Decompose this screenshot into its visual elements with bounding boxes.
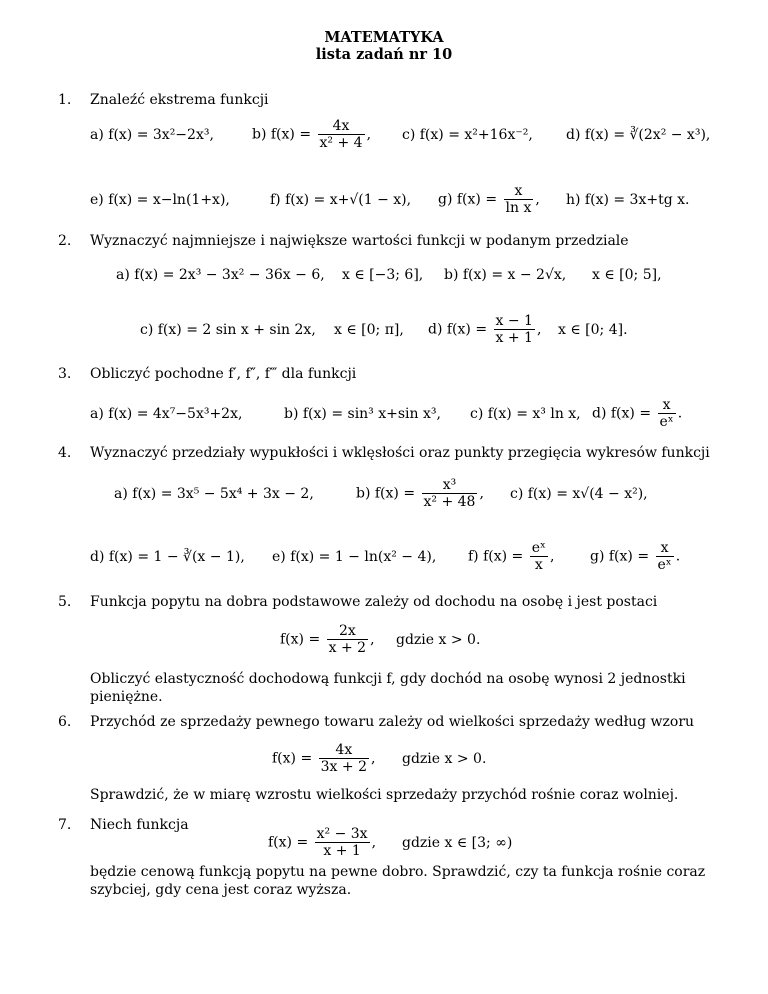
numerator: x − 1 bbox=[495, 313, 533, 329]
item-4e: e) f(x) = 1 − ln(x² − 4), bbox=[272, 549, 437, 565]
fraction bbox=[530, 540, 548, 573]
numerator: x bbox=[504, 183, 534, 200]
numerator: x³ bbox=[422, 477, 478, 494]
item-1d: d) f(x) = ∛(2x² − x³), bbox=[566, 127, 711, 143]
formula-label: f(x) = bbox=[268, 834, 309, 851]
numerator: 2x bbox=[327, 623, 368, 640]
item-4a: a) f(x) = 3x⁵ − 5x⁴ + 3x − 2, bbox=[114, 486, 314, 502]
fraction bbox=[658, 397, 676, 430]
item-1c: c) f(x) = x²+16x⁻², bbox=[402, 127, 533, 143]
denominator: x² + 4 bbox=[319, 135, 363, 152]
fraction bbox=[315, 826, 370, 859]
item-4g: g) f(x) = $\frac{x}{\text{eˣ}}$ . bbox=[590, 540, 681, 574]
formula-7: f(x) = $\frac{\text{x² − 3x}}{x + 1}$ , bbox=[268, 826, 377, 860]
fraction bbox=[504, 183, 534, 216]
item-2b-range: x ∈ [0; 5], bbox=[592, 267, 662, 283]
problem-number: 1. bbox=[58, 92, 72, 108]
item-label: b) f(x) = bbox=[252, 126, 312, 143]
formula-6-condition: gdzie x > 0. bbox=[402, 751, 487, 767]
item-3d: d) f(x) = $\frac{x}{\text{eˣ}}$ . bbox=[592, 397, 683, 431]
item-label: g) f(x) = bbox=[590, 548, 650, 565]
item-2a: a) f(x) = 2x³ − 3x² − 36x − 6, bbox=[116, 267, 325, 283]
page-title: MATEMATYKA bbox=[324, 29, 444, 46]
item-3a: a) f(x) = 4x⁷−5x³+2x, bbox=[90, 406, 243, 422]
fraction bbox=[319, 742, 369, 775]
item-2c-range: x ∈ [0; π], bbox=[334, 322, 404, 338]
problem-text: Znaleźć ekstrema funkcji bbox=[90, 92, 269, 108]
denominator: eˣ bbox=[659, 414, 674, 431]
numerator: x bbox=[658, 397, 676, 414]
fraction bbox=[327, 623, 368, 656]
item-2b: b) f(x) = x − 2√x, bbox=[444, 267, 567, 283]
denominator: x + 2 bbox=[328, 640, 367, 657]
item-1b: b) f(x) = $\frac{4x}{\text{x² + 4}}$ , bbox=[252, 118, 372, 152]
problem-text-continued: Obliczyć elastyczność dochodową funkcji f, gdy dochód na osobę wynosi 2 jednostki pieniężne. bbox=[90, 671, 686, 705]
problem-number: 5. bbox=[58, 594, 72, 610]
numerator: 4x bbox=[318, 118, 365, 135]
fraction bbox=[656, 540, 674, 573]
problem-text: Przychód ze sprzedaży pewnego towaru zależy od wielkości sprzedaży według wzoru bbox=[90, 714, 695, 730]
problem-number: 2. bbox=[58, 233, 72, 249]
denominator: x + 1 bbox=[323, 843, 361, 860]
problem-number: 3. bbox=[58, 366, 72, 382]
item-3b: b) f(x) = sin³ x+sin x³, bbox=[284, 406, 441, 422]
problem-text: Obliczyć pochodne f′, f″, f‴ dla funkcji bbox=[90, 366, 357, 382]
item-label: b) f(x) = bbox=[356, 485, 416, 502]
problem-number: 4. bbox=[58, 445, 72, 461]
numerator: x bbox=[656, 540, 674, 557]
item-1h: h) f(x) = 3x+tg x. bbox=[566, 192, 690, 208]
item-label: g) f(x) = bbox=[438, 191, 498, 208]
item-4b: b) f(x) = $\frac{\text{x³}}{\text{x² + 48}}$ , bbox=[356, 477, 484, 511]
denominator: x + 1 bbox=[495, 330, 533, 347]
formula-label: f(x) = bbox=[280, 631, 321, 648]
item-label: f) f(x) = bbox=[468, 548, 524, 565]
formula-5: f(x) = $\frac{2x}{x + 2}$ , bbox=[280, 623, 375, 657]
item-1a: a) f(x) = 3x²−2x³, bbox=[90, 127, 214, 143]
item-1f: f) f(x) = x+√(1 − x), bbox=[270, 192, 412, 208]
item-4c: c) f(x) = x√(4 − x²), bbox=[510, 486, 648, 502]
denominator: x² + 48 bbox=[423, 494, 476, 511]
problem-number: 6. bbox=[58, 714, 72, 730]
denominator: x bbox=[534, 557, 543, 574]
item-4d: d) f(x) = 1 − ∛(x − 1), bbox=[90, 549, 245, 565]
formula-5-condition: gdzie x > 0. bbox=[396, 632, 481, 648]
numerator: 4x bbox=[319, 742, 369, 759]
item-label: d) f(x) = bbox=[428, 321, 488, 338]
item-label: d) f(x) = bbox=[592, 405, 652, 422]
item-2d-range: x ∈ [0; 4]. bbox=[558, 322, 628, 338]
denominator: ln x bbox=[505, 200, 532, 217]
problem-text: Funkcja popytu na dobra podstawowe zależy od dochodu na osobę i jest postaci bbox=[90, 594, 658, 610]
item-4f: f) f(x) = $\frac{\text{eˣ}}{x}$ , bbox=[468, 540, 555, 574]
item-2d: d) f(x) = $\frac{x - 1}{x + 1}$ , bbox=[428, 313, 542, 347]
formula-7-condition: gdzie x ∈ [3; ∞) bbox=[402, 835, 513, 851]
numerator: eˣ bbox=[531, 540, 546, 556]
fraction bbox=[422, 477, 478, 510]
problem-text: Wyznaczyć najmniejsze i największe wartości funkcji w podanym przedziale bbox=[90, 233, 629, 249]
item-3c: c) f(x) = x³ ln x, bbox=[470, 406, 581, 422]
fraction bbox=[494, 313, 535, 346]
numerator: x² − 3x bbox=[316, 826, 368, 842]
formula-6: f(x) = $\frac{4x}{3x + 2}$ , bbox=[272, 742, 376, 776]
problem-text-continued: Sprawdzić, że w miarę wzrostu wielkości sprzedaży przychód rośnie coraz wolniej. bbox=[90, 787, 679, 803]
item-1g: g) f(x) = $\frac{x}{\text{ln x}}$ , bbox=[438, 183, 540, 217]
denominator: eˣ bbox=[657, 557, 672, 574]
problem-text: Wyznaczyć przedziały wypukłości i wklęsłości oraz punkty przegięcia wykresów funkcji bbox=[90, 445, 710, 461]
problem-text: Niech funkcja bbox=[90, 817, 189, 833]
formula-label: f(x) = bbox=[272, 750, 313, 767]
page-subtitle: lista zadań nr 10 bbox=[315, 46, 453, 63]
item-2a-range: x ∈ [−3; 6], bbox=[342, 267, 424, 283]
item-1e: e) f(x) = x−ln(1+x), bbox=[90, 192, 230, 208]
fraction bbox=[318, 118, 365, 151]
problem-text-continued: będzie cenową funkcją popytu na pewne dobro. Sprawdzić, czy ta funkcja rośnie coraz szybciej, gdy cena jest coraz wyższa. bbox=[90, 864, 706, 898]
item-2c: c) f(x) = 2 sin x + sin 2x, bbox=[140, 322, 316, 338]
denominator: 3x + 2 bbox=[320, 759, 367, 776]
problem-number: 7. bbox=[58, 817, 72, 833]
